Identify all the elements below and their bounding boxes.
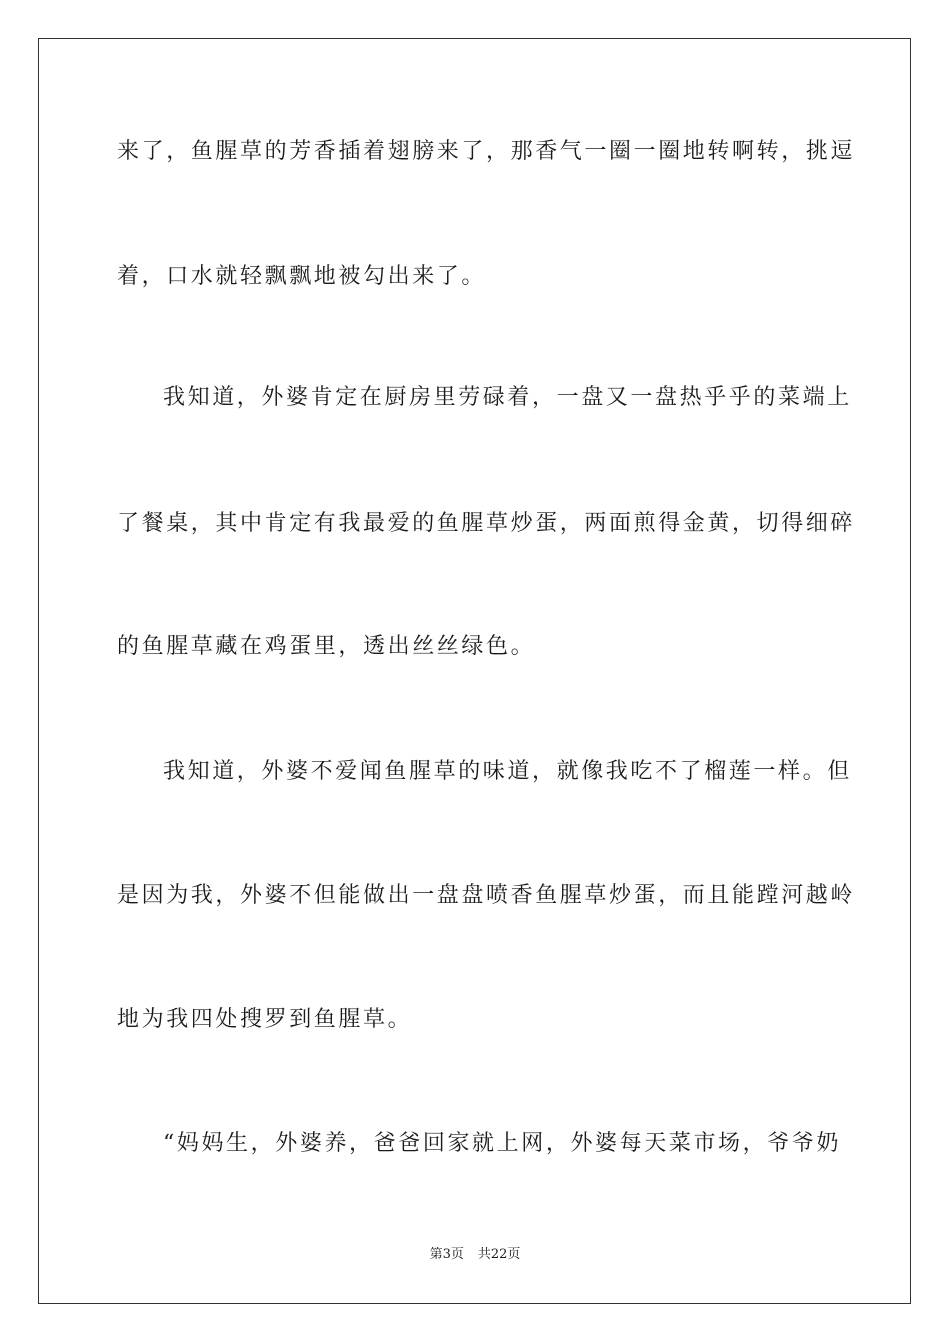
page-footer [0,1246,950,1264]
page-number: 第3页 [429,1247,464,1262]
text-line-6: 我知道，外婆不爱闻鱼腥草的味道，就像我吃不了榴莲一样。但 [163,759,852,784]
text-line-3: 我知道，外婆肯定在厨房里劳碌着，一盘又一盘热乎乎的菜端上 [163,385,852,410]
text-line-1: 来了，鱼腥草的芳香插着翅膀来了，那香气一圈一圈地转啊转，挑逗 [117,139,856,164]
text-line-9: “妈妈生，外婆养，爸爸回家就上网，外婆每天菜市场，爷爷奶 [163,1131,842,1156]
page-total: 共22页 [477,1247,521,1262]
text-line-7: 是因为我，外婆不但能做出一盘盘喷香鱼腥草炒蛋，而且能蹚河越岭 [117,883,856,908]
page-border [38,38,911,1304]
text-line-5: 的鱼腥草藏在鸡蛋里，透出丝丝绿色。 [117,634,536,659]
text-line-2: 着，口水就轻飘飘地被勾出来了。 [117,264,487,289]
text-line-8: 地为我四处搜罗到鱼腥草。 [117,1007,413,1032]
text-line-4: 了餐桌，其中肯定有我最爱的鱼腥草炒蛋，两面煎得金黄，切得细碎 [117,511,856,536]
